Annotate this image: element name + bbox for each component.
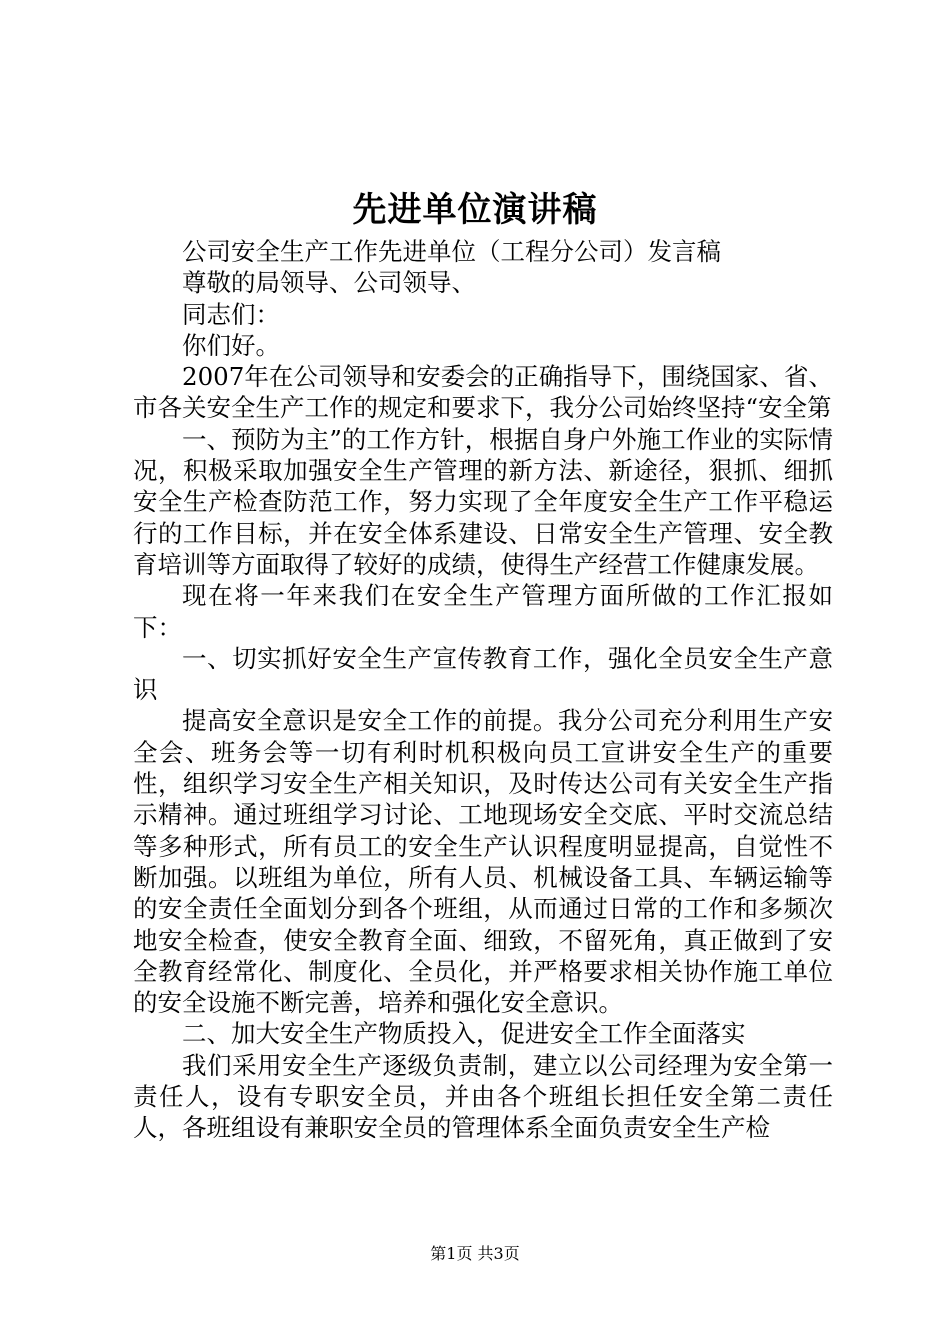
document-title: 先进单位演讲稿 — [352, 190, 598, 230]
paragraph-section-2: 我们采用安全生产逐级负责制，建立以公司经理为安全第一责任人，设有专职安全员，并由各个班组长担任安全第二责任人，各班组设有兼职安全员的管理体系全面负责安全生产检 — [133, 1050, 833, 1143]
paragraph-subtitle: 公司安全生产工作先进单位（工程分公司）发言稿 — [182, 237, 721, 266]
section-heading-2: 二、加大安全生产物质投入，促进安全工作全面落实 — [182, 1019, 746, 1049]
document-body — [133, 236, 833, 1144]
paragraph-salutation: 尊敬的局领导、公司领导、 — [182, 268, 476, 298]
paragraph-report-intro: 现在将一年来我们在安全生产管理方面所做的工作汇报如下： — [133, 581, 833, 642]
section-heading-1: 一、切实抓好安全生产宣传教育工作，强化全员安全生产意识 — [133, 643, 833, 705]
paragraph-section-1: 提高安全意识是安全工作的前提。我分公司充分利用生产安全会、班务会等一切有利时机积极向员工宣讲安全生产的重要性，组织学习安全生产相关知识，及时传达公司有关安全生产指示精神。通过班组学习讨论、工地现场安全交底、平时交流总结等多种形式，所有员工的安全生产认识程度明显提高，自觉性不断加强。以班组为单位，所有人员、机械设备工具、车辆运输等的安全责任全面划分到各个班组，从而通过日常的工作和多频次地安全检查，使安全教育全面、细致，不留死角，真正做到了安全教育经常化、制度化、全员化，并严格要求相关协作施工单位的安全设施不断完善，培养和强化安全意识。 — [133, 706, 833, 1018]
paragraph-greeting: 你们好。 — [182, 330, 280, 360]
page-footer: 第1页 共3页 — [430, 1244, 520, 1263]
paragraph-intro: 2007年在公司领导和安委会的正确指导下，围绕国家、省、市各关安全生产工作的规定和要求下，我分公司始终坚持“安全第 — [133, 362, 833, 423]
paragraph-policy: 一、预防为主”的工作方针，根据自身户外施工作业的实际情况，积极采取加强安全生产管理的新方法、新途径，狠抓、细抓安全生产检查防范工作，努力实现了全年度安全生产工作平稳运行的工作目标，并在安全体系建设、日常安全生产管理、安全教育培训等方面取得了较好的成绩，使得生产经营工作健康发展。 — [133, 424, 833, 579]
paragraph-comrades: 同志们： — [182, 299, 280, 329]
